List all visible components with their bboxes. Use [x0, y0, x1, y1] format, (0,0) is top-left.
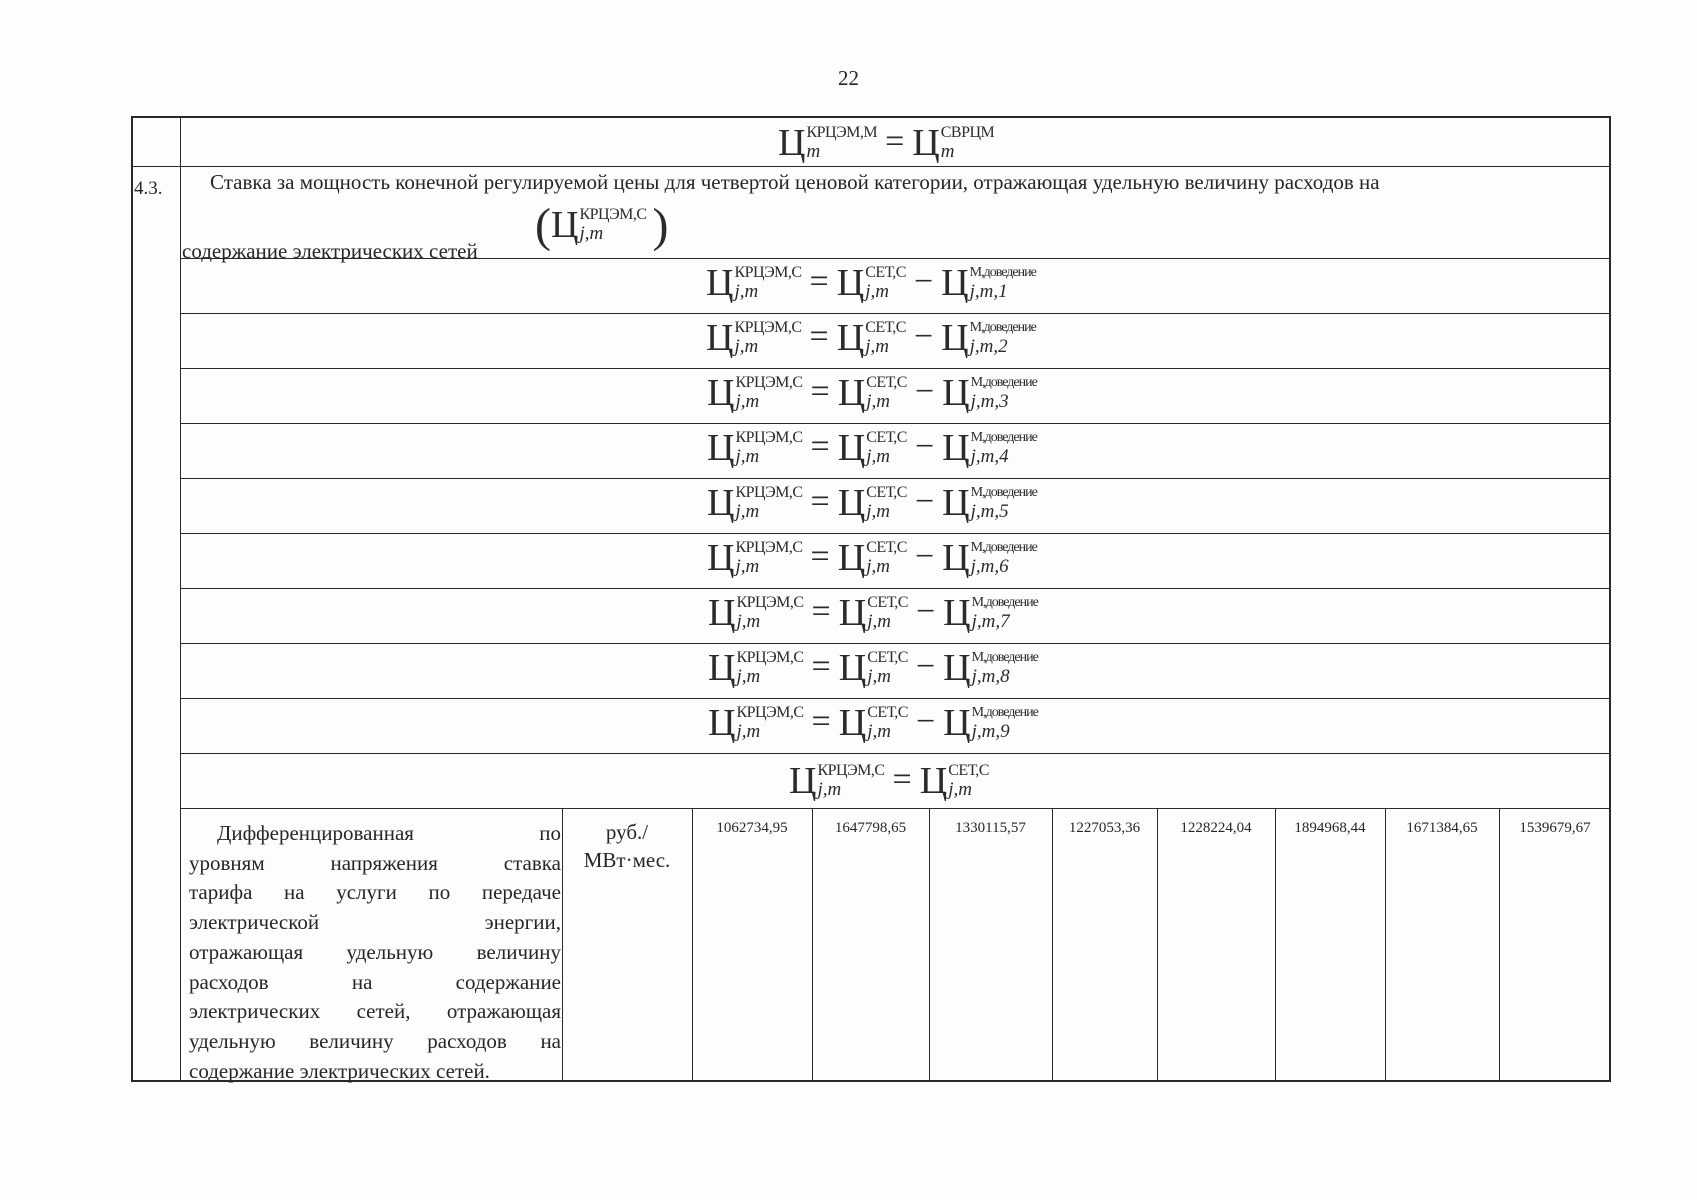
formula-top: Ц КРЦЭМ,М m = Ц СВРЦМ m [778, 122, 995, 164]
formula-row-10: Ц КРЦЭМ,C j,m = Ц СЕТ,C j,m [789, 760, 989, 802]
value-cell: 1062734,95 [716, 820, 788, 836]
price-symbol: Ц КРЦЭМ,М m [778, 122, 878, 164]
section-title: Ставка за мощность конечной регулируемой цены для четвертой ценовой категории, отражающая удельную величину расходов на [210, 170, 1380, 194]
formula-row-9: Ц КРЦЭМ,C j,m = Ц СЕТ,C j,m − Ц М,доведение j,m,9 [708, 702, 1038, 744]
table-rule [1499, 808, 1500, 1082]
value-cell: 1894968,44 [1294, 820, 1366, 836]
table-rule [180, 116, 181, 1082]
formula-row-3: Ц КРЦЭМ,C j,m = Ц СЕТ,C j,m − Ц М,доведение j,m,3 [707, 372, 1037, 414]
formula-row-7: Ц КРЦЭМ,C j,m = Ц СЕТ,C j,m − Ц М,доведение j,m,7 [708, 592, 1038, 634]
section-title-continued: содержание электрических сетей [182, 239, 478, 263]
unit-cell: руб./ МВт·мес. [583, 820, 671, 872]
formula-row-6: Ц КРЦЭМ,C j,m = Ц СЕТ,C j,m − Ц М,доведение j,m,6 [707, 537, 1037, 579]
table-rule [180, 368, 1611, 369]
formula-row-1: Ц КРЦЭМ,C j,m = Ц СЕТ,C j,m − Ц М,доведение j,m,1 [706, 262, 1036, 304]
table-rule [1275, 808, 1276, 1082]
table-rule [180, 478, 1611, 479]
table-rule [180, 313, 1611, 314]
value-cell: 1330115,57 [955, 820, 1026, 836]
value-cell: 1671384,65 [1406, 820, 1478, 836]
value-cell: 1228224,04 [1180, 820, 1252, 836]
value-cell: 1539679,67 [1519, 820, 1591, 836]
value-cell: 1227053,36 [1068, 820, 1141, 836]
formula-row-2: Ц КРЦЭМ,C j,m = Ц СЕТ,C j,m − Ц М,доведение j,m,2 [706, 317, 1036, 359]
table-rule [692, 808, 693, 1082]
table-rule [131, 166, 1611, 167]
value-cell: 1647798,65 [834, 820, 907, 836]
table-rule [1385, 808, 1386, 1082]
table-rule [180, 588, 1611, 589]
row-number: 4.3. [134, 178, 163, 199]
table-rule [929, 808, 930, 1082]
table-rule [180, 808, 1611, 809]
table-rule [180, 423, 1611, 424]
page-number: 22 [838, 66, 859, 90]
formula-row-8: Ц КРЦЭМ,C j,m = Ц СЕТ,C j,m − Ц М,доведение j,m,8 [708, 647, 1038, 689]
price-symbol: Ц КРЦЭМ,C j,m [550, 204, 647, 246]
table-rule [1052, 808, 1053, 1082]
formula-row-5: Ц КРЦЭМ,C j,m = Ц СЕТ,C j,m − Ц М,доведение j,m,5 [707, 482, 1037, 524]
table-rule [180, 643, 1611, 644]
table-rule [812, 808, 813, 1082]
table-rule [180, 753, 1611, 754]
formula-row-4: Ц КРЦЭМ,C j,m = Ц СЕТ,C j,m − Ц М,доведение j,m,4 [707, 427, 1037, 469]
formula-parenthesized: ( Ц КРЦЭМ,C j,m ) [535, 199, 669, 252]
table-rule [180, 698, 1611, 699]
table-rule [180, 533, 1611, 534]
rate-description: Дифференцированная по уровням напряжения ставка тарифа на услуги по передаче электрической энергии, отражающая удельную величину расходов на содержание электрических сетей, отражающая удельную величину расходов на содержание электрических сетей. [189, 821, 561, 1083]
table-rule [1157, 808, 1158, 1082]
price-symbol: Ц СВРЦМ m [912, 122, 995, 164]
